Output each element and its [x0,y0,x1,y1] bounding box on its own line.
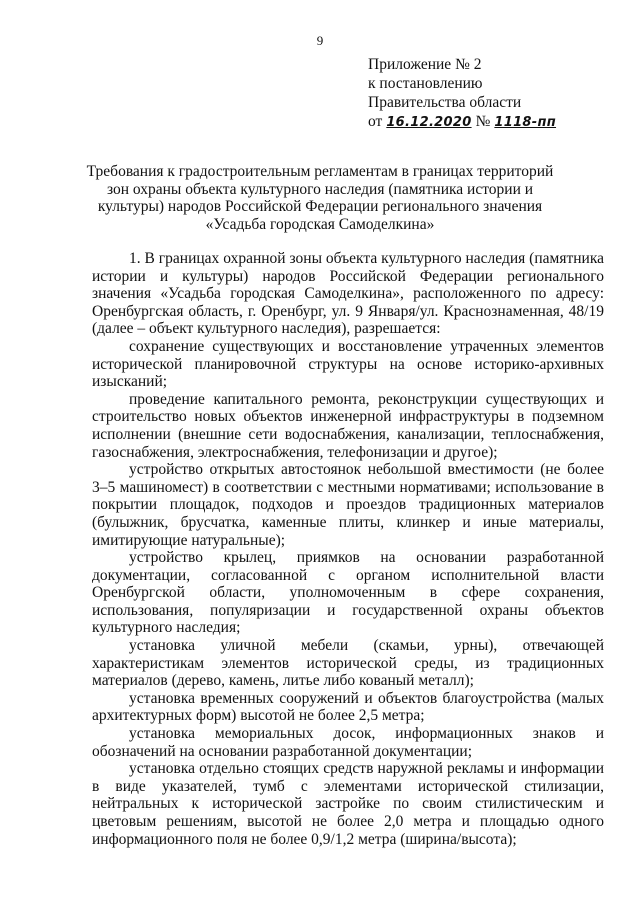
document-title: Требования к градостроительным регламентам в границах территорий зон охраны объекта культурного наследия (памятника истории и культуры) народов Российской Федерации регионального значения «Усадьба городская Самоделкина» [86,163,554,233]
appendix-line-1: Приложение № 2 [368,56,482,73]
appendix-date-line [368,112,560,132]
paragraph: устройство открытых автостоянок небольшой вместимости (не более 3–5 машиномест) в соответствии с местными нормативами; использование в покрытии площадок, подходов и проездов традиционных материалов (булыжник, брусчатка, каменные плиты, клинкер и иные материалы, имитирующие натуральные); [92,461,604,549]
appendix-line-2: к постановлению [368,75,483,92]
date-prefix: от [368,113,383,130]
paragraph: устройство крылец, приямков на основании разработанной документации, согласованной с органом исполнительной власти Оренбургской области, уполномоченным в сфере сохранения, использования, популяризации и государственной охраны объектов культурного наследия; [92,549,604,637]
paragraph: установка временных сооружений и объектов благоустройства (малых архитектурных форм) высотой не более 2,5 метра; [92,689,604,725]
appendix-line-3: Правительства области [368,94,522,111]
paragraph: установка мемориальных досок, информационных знаков и обозначений на основании разработанной документации; [92,725,604,760]
handwritten-date: 16.12.2020 [386,115,472,130]
paragraph: установка уличной мебели (скамьи, урны), отвечающей характеристикам элементов исторической среды, из традиционных материалов (дерево, камень, литье либо кованый металл); [92,637,604,690]
handwritten-number: 1118-пп [494,115,557,130]
paragraph: 1. В границах охранной зоны объекта культурного наследия (памятника истории и культуры) народов Российской Федерации регионального значения «Усадьба городская Самоделкина», расположенного по адресу: Оренбургская область, г. Оренбург, ул. 9 Января/ул. Краснознаменная, 48/19 (далее – объект культурного наследия), разрешается: [92,250,604,338]
appendix-header [368,55,560,132]
number-sign: № [475,113,491,130]
page-number: 9 [316,33,324,48]
paragraph: сохранение существующих и восстановление утраченных элементов исторической планировочной структуры на основе историко-архивных изысканий; [92,337,604,391]
paragraph: установка отдельно стоящих средств наружной рекламы и информации в виде указателей, тумб с элементами исторической стилизации, нейтральных к исторической застройке по своим стилистическим и цветовым решениям, высотой не более 2,0 метра и площадью одного информационного поля не более 0,9/1,2 метра (ширина/высота); [92,760,604,848]
document-body [92,250,604,848]
paragraph: проведение капитального ремонта, реконструкции существующих и строительство новых объектов инженерной инфраструктуры в подземном исполнении (внешние сети водоснабжения, канализации, теплоснабжения, газоснабжения, электроснабжения, телефонизации и другое); [92,390,604,461]
